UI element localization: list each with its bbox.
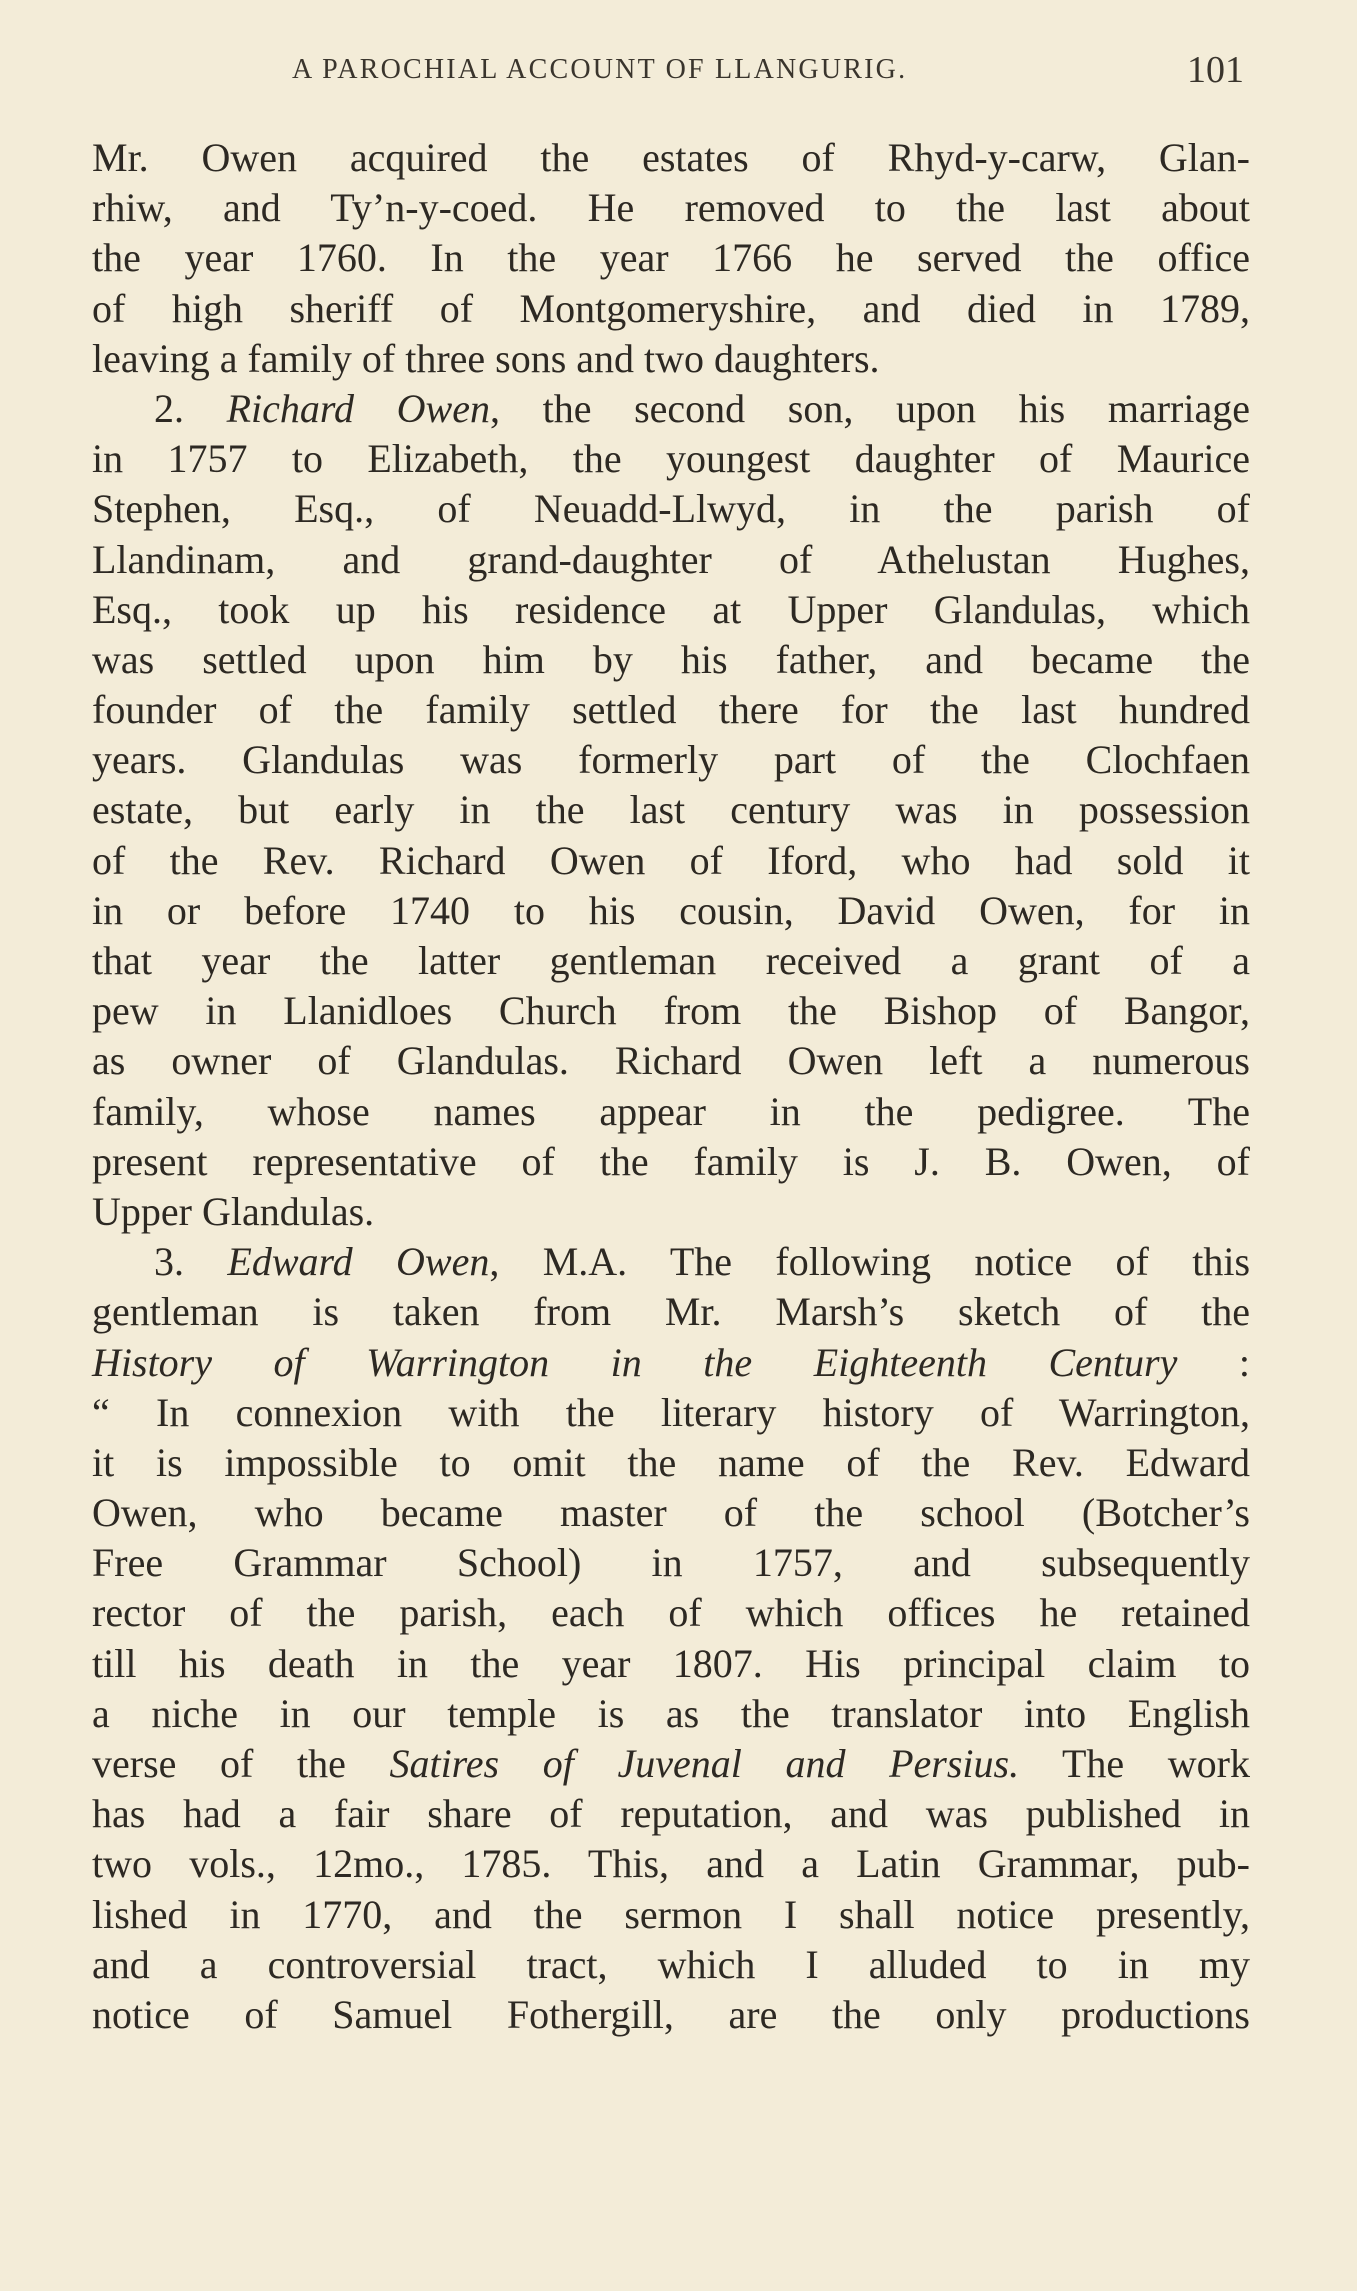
text-line — [92, 1488, 1250, 1538]
running-head — [92, 48, 1250, 98]
text-segment: was settled upon him by his father, and became the — [92, 636, 1250, 682]
text-line — [92, 1237, 1250, 1287]
text-segment: Stephen, Esq., of Neuadd-Llwyd, in the parish of — [92, 486, 1250, 532]
text-line — [92, 1639, 1250, 1689]
text-line — [92, 1789, 1250, 1839]
text-segment: 3. — [154, 1239, 228, 1285]
text-line — [92, 1036, 1250, 1086]
text-segment: verse of the — [92, 1741, 390, 1786]
text-line — [92, 1689, 1250, 1739]
text-segment: Upper Glandulas. — [92, 1188, 375, 1234]
text-segment: that year the latter gentleman received a grant of a — [92, 938, 1250, 983]
text-segment: of the Rev. Richard Owen of Iford, who had sold it — [92, 837, 1250, 883]
text-segment: 2. — [154, 385, 227, 431]
text-line — [92, 133, 1250, 183]
text-segment: has had a fair share of reputation, and was published in — [92, 1791, 1250, 1837]
text-segment: in 1757 to Elizabeth, the youngest daughter of Maurice — [92, 436, 1250, 482]
text-line — [92, 1990, 1250, 2040]
text-line — [92, 334, 1250, 384]
italic-text: History of Warrington in the Eighteenth Century — [92, 1339, 1178, 1385]
text-line — [92, 434, 1250, 484]
text-segment: family, whose names appear in the pedigree. The — [92, 1088, 1250, 1134]
text-line — [92, 1388, 1250, 1438]
text-segment: leaving a family of three sons and two daughters. — [92, 335, 880, 381]
text-line — [92, 484, 1250, 534]
text-segment: Llandinam, and grand-daughter of Athelustan Hughes, — [92, 536, 1250, 582]
text-line — [92, 1137, 1250, 1187]
text-line — [92, 1287, 1250, 1337]
text-line — [92, 635, 1250, 685]
text-line — [92, 1839, 1250, 1889]
text-segment: pew in Llanidloes Church from the Bishop of Bangor, — [92, 988, 1250, 1034]
text-segment: “ In connexion with the literary history of Warrington, — [92, 1389, 1250, 1435]
text-segment: Esq., took up his residence at Upper Glandulas, which — [92, 586, 1250, 632]
text-segment: The work — [1019, 1741, 1250, 1786]
text-segment: rhiw, and Ty’n-y-coed. He removed to the last about — [92, 185, 1250, 231]
text-segment: till his death in the year 1807. His principal claim to — [92, 1640, 1250, 1686]
page-number: 101 — [1187, 49, 1244, 91]
text-segment: Mr. Owen acquired the estates of Rhyd-y-carw, Glan- — [92, 135, 1250, 180]
text-line — [92, 836, 1250, 886]
text-line — [92, 1338, 1250, 1388]
text-segment: it is impossible to omit the name of the Rev. Edward — [92, 1439, 1250, 1485]
text-segment: gentleman is taken from Mr. Marsh’s sketch of the — [92, 1289, 1250, 1335]
text-line — [92, 384, 1250, 434]
text-segment: of high sheriff of Montgomeryshire, and died in 1789, — [92, 285, 1250, 331]
text-line — [92, 1890, 1250, 1940]
text-segment: present representative of the family is J. B. Owen, of — [92, 1138, 1250, 1184]
text-line — [92, 585, 1250, 635]
text-segment: Free Grammar School) in 1757, and subsequently — [92, 1540, 1250, 1586]
text-line — [92, 936, 1250, 986]
text-segment: notice of Samuel Fothergill, are the only productions — [92, 1991, 1250, 2037]
text-line — [92, 735, 1250, 785]
text-segment: years. Glandulas was formerly part of the Clochfaen — [92, 737, 1250, 783]
text-segment: in or before 1740 to his cousin, David Owen, for in — [92, 887, 1250, 933]
text-line — [92, 986, 1250, 1036]
text-segment: , the second son, upon his marriage — [489, 385, 1250, 431]
text-segment: as owner of Glandulas. Richard Owen left a numerous — [92, 1038, 1250, 1084]
text-segment: founder of the family settled there for the last hundred — [92, 687, 1250, 733]
text-segment: the year 1760. In the year 1766 he served the office — [92, 235, 1250, 281]
text-line — [92, 233, 1250, 283]
text-segment: and a controversial tract, which I alluded to in my — [92, 1941, 1250, 1987]
running-title: A PAROCHIAL ACCOUNT OF LLANGURIG. — [292, 54, 908, 85]
text-line — [92, 284, 1250, 334]
italic-text: Satires of Juvenal and Persius. — [389, 1741, 1020, 1786]
italic-text: Richard Owen — [226, 385, 490, 431]
text-line — [92, 785, 1250, 835]
text-line — [92, 1739, 1250, 1789]
text-segment: lished in 1770, and the sermon I shall notice presently, — [92, 1891, 1250, 1937]
text-line — [92, 685, 1250, 735]
text-segment: rector of the parish, each of which offices he retained — [92, 1590, 1250, 1636]
body-text — [92, 133, 1250, 2040]
text-segment: estate, but early in the last century was in possession — [92, 787, 1250, 833]
text-line — [92, 1588, 1250, 1638]
text-segment: : — [1177, 1339, 1250, 1385]
text-line — [92, 1538, 1250, 1588]
text-segment: Owen, who became master of the school (Botcher’s — [92, 1490, 1250, 1536]
text-line — [92, 1087, 1250, 1137]
text-line — [92, 886, 1250, 936]
italic-text: Edward Owen — [227, 1239, 490, 1285]
text-segment: two vols., 12mo., 1785. This, and a Latin Grammar, pub- — [92, 1841, 1250, 1887]
text-line — [92, 1438, 1250, 1488]
text-line — [92, 183, 1250, 233]
text-line — [92, 535, 1250, 585]
text-segment: a niche in our temple is as the translator into English — [92, 1690, 1250, 1736]
text-line — [92, 1940, 1250, 1990]
text-line — [92, 1187, 1250, 1237]
text-segment: , M.A. The following notice of this — [489, 1239, 1251, 1285]
